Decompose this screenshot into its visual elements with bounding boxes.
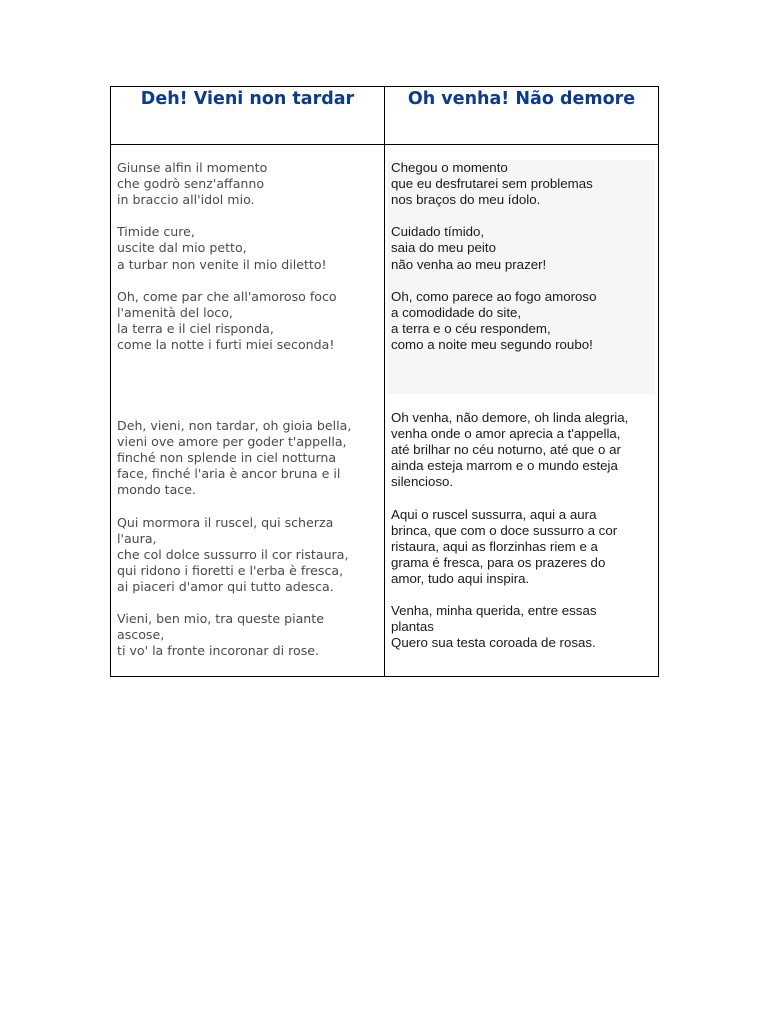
lyrics-comparison-table <box>110 86 659 677</box>
italian-stanza-2: Deh, vieni, non tardar, oh gioia bella, vieni ove amore per goder t'appella, finché non splende in ciel notturna face, finché l'aria è ancor bruna e il mondo tace. Qui mormora il ruscel, qui scherza l'aura, che col dolce sussurro il cor ristaura, qui ridono i fioretti e l'erba è fresca, ai piaceri d'amor qui tutto adesca. Vieni, ben mio, tra queste piante ascose, ti vo' la fronte incoronar di rose. <box>117 418 352 659</box>
portuguese-stanza-2: Oh venha, não demore, oh linda alegria, venha onde o amor aprecia a t'appella, até brilhar no céu noturno, até que o ar ainda esteja marrom e o mundo esteja silencioso. Aqui o ruscel sussurra, aqui a aura brinca, que com o doce sussurro a cor ristaura, aqui as florzinhas riem e a grama é fresca, para os prazeres do amor, tudo aqui inspira. Venha, minha querida, entre essas plantas Quero sua testa coroada de rosas. <box>391 410 629 651</box>
header-portuguese: Oh venha! Não demore <box>407 89 636 109</box>
italian-stanza-1: Giunse alfin il momento che godrò senz'affanno in braccio all'idol mio. Timide cure, uscite dal mio petto, a turbar non venite il mio diletto! Oh, come par che all'amoroso foco l'amenità del loco, la terra e il ciel risponda, come la notte i furti miei seconda! <box>117 160 337 353</box>
header-divider <box>111 144 658 145</box>
portuguese-stanza-1: Chegou o momento que eu desfrutarei sem problemas nos braços do meu ídolo. Cuidado tímido, saia do meu peito não venha ao meu prazer! Oh, como parece ao fogo amoroso a comodidade do site, a terra e o céu respondem, como a noite meu segundo roubo! <box>391 160 597 353</box>
column-divider <box>384 87 385 676</box>
header-italian: Deh! Vieni non tardar <box>140 89 355 109</box>
